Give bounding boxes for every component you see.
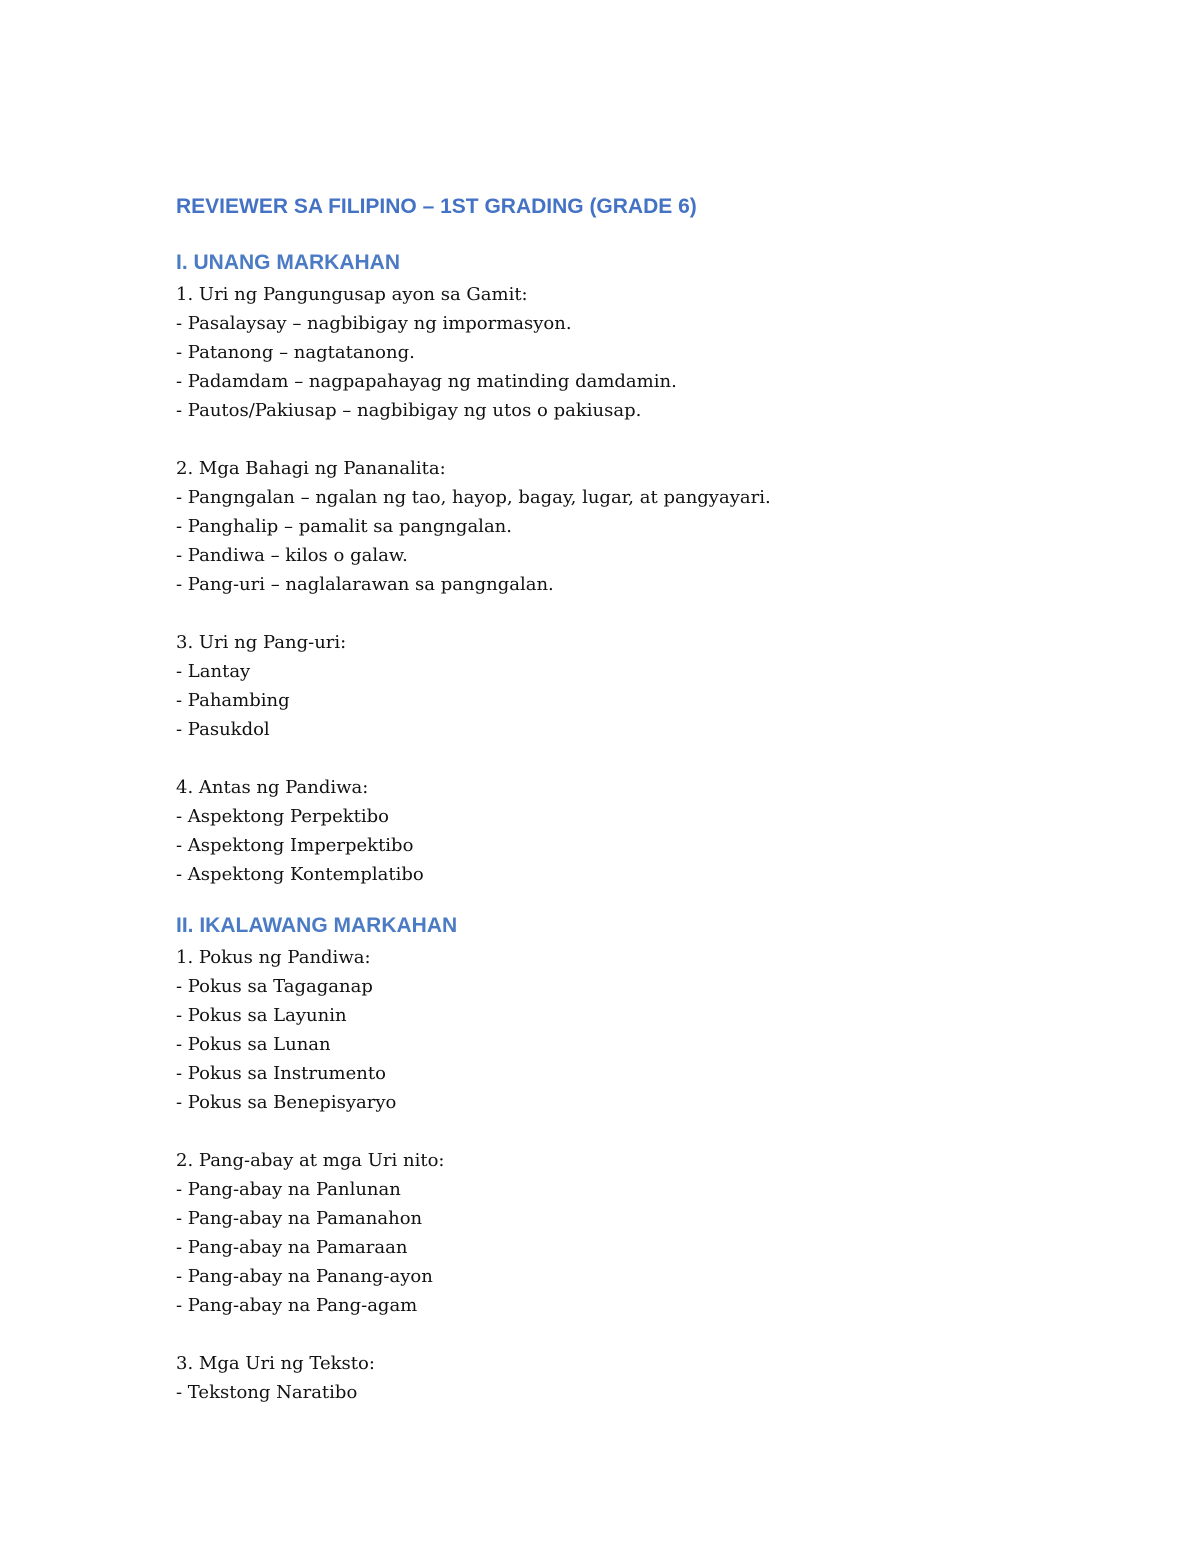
list-item: - Pokus sa Instrumento	[176, 1063, 386, 1084]
topic-title: 3. Uri ng Pang-uri:	[176, 632, 347, 653]
topic-group	[176, 1349, 1036, 1407]
list-item: - Pang-abay na Pang-agam	[176, 1295, 418, 1316]
list-item: - Pang-abay na Panlunan	[176, 1179, 401, 1200]
list-item: - Aspektong Perpektibo	[176, 806, 390, 827]
list-item: - Pautos/Pakiusap – nagbibigay ng utos o pakiusap.	[176, 400, 642, 421]
list-item: - Panghalip – pamalit sa pangngalan.	[176, 516, 512, 537]
section-body	[176, 943, 1036, 1407]
list-item: - Pang-abay na Pamanahon	[176, 1208, 423, 1229]
section-ikalawang-markahan	[176, 911, 1036, 1407]
list-item: - Pandiwa – kilos o galaw.	[176, 545, 408, 566]
list-item: - Pahambing	[176, 690, 290, 711]
topic-group	[176, 1146, 1036, 1320]
topic-title: 2. Mga Bahagi ng Pananalita:	[176, 458, 446, 479]
list-item: - Pokus sa Tagaganap	[176, 976, 373, 997]
list-item: - Pokus sa Lunan	[176, 1034, 331, 1055]
list-item: - Pang-uri – naglalarawan sa pangngalan.	[176, 574, 554, 595]
section-body	[176, 280, 1036, 889]
topic-group	[176, 280, 1036, 425]
topic-group	[176, 628, 1036, 744]
topic-group	[176, 454, 1036, 599]
list-item: - Aspektong Imperpektibo	[176, 835, 414, 856]
list-item: - Tekstong Naratibo	[176, 1382, 358, 1403]
list-item: - Patanong – nagtatanong.	[176, 342, 415, 363]
list-item: - Pasalaysay – nagbibigay ng impormasyon.	[176, 313, 572, 334]
topic-title: 1. Uri ng Pangungusap ayon sa Gamit:	[176, 284, 528, 305]
list-item: - Lantay	[176, 661, 251, 682]
topic-title: 3. Mga Uri ng Teksto:	[176, 1353, 375, 1374]
topic-title: 1. Pokus ng Pandiwa:	[176, 947, 371, 968]
section-unang-markahan	[176, 248, 1036, 889]
topic-group	[176, 773, 1036, 889]
section-heading: II. IKALAWANG MARKAHAN	[176, 914, 458, 937]
topic-title: 2. Pang-abay at mga Uri nito:	[176, 1150, 445, 1171]
list-item: - Aspektong Kontemplatibo	[176, 864, 424, 885]
section-heading: I. UNANG MARKAHAN	[176, 251, 400, 274]
document-title: REVIEWER SA FILIPINO – 1ST GRADING (GRADE 6)	[176, 195, 697, 218]
list-item: - Padamdam – nagpapahayag ng matinding damdamin.	[176, 371, 677, 392]
document-content	[176, 192, 1036, 1407]
list-item: - Pokus sa Benepisyaryo	[176, 1092, 397, 1113]
topic-group	[176, 943, 1036, 1117]
list-item: - Pangngalan – ngalan ng tao, hayop, bagay, lugar, at pangyayari.	[176, 487, 771, 508]
topic-title: 4. Antas ng Pandiwa:	[176, 777, 369, 798]
list-item: - Pang-abay na Panang-ayon	[176, 1266, 433, 1287]
list-item: - Pang-abay na Pamaraan	[176, 1237, 408, 1258]
list-item: - Pasukdol	[176, 719, 270, 740]
list-item: - Pokus sa Layunin	[176, 1005, 347, 1026]
